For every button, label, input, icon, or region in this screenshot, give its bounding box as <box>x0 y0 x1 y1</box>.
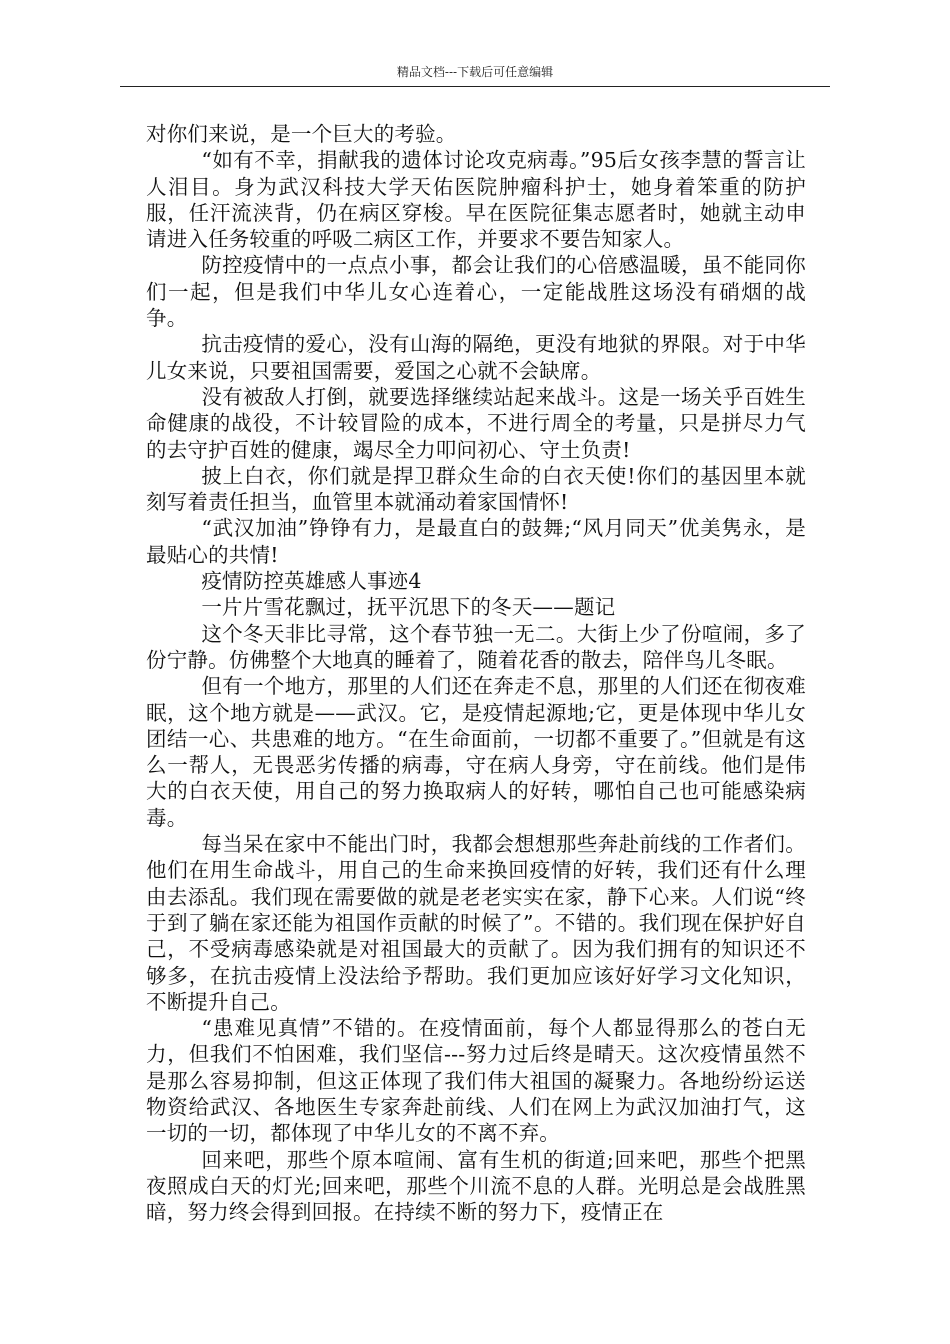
paragraph: 这个冬天非比寻常，这个春节独一无二。大街上少了份喧闹，多了份宁静。仿佛整个大地真的睡着了，随着花香的散去，陪伴鸟儿冬眠。 <box>146 621 806 672</box>
paragraph: 但有一个地方，那里的人们还在奔走不息，那里的人们还在彻夜难眠，这个地方就是——武汉。它，是疫情起源地;它，更是体现中华儿女团结一心、共患难的地方。“在生命面前，一切都不重要了。”但就是有这么一帮人，无畏恶劣传播的病毒，守在病人身旁，守在前线。他们是伟大的白衣天使，用自己的努力换取病人的好转，哪怕自己也可能感染病毒。 <box>146 674 806 830</box>
paragraph: 对你们来说，是一个巨大的考验。 <box>146 122 457 146</box>
paragraph: 每当呆在家中不能出门时，我都会想想那些奔赴前线的工作者们。他们在用生命战斗，用自己的生命来换回疫情的好转，我们还有什么理由去添乱。我们现在需要做的就是老老实实在家，静下心来。人们说“终于到了躺在家还能为祖国作贡献的时候了”。不错的。我们现在保护好自己，不受病毒感染就是对祖国最大的贡献了。因为我们拥有的知识还不够多，在抗击疫情上没法给予帮助。我们更加应该好好学习文化知识，不断提升自己。 <box>146 832 806 1014</box>
header-divider <box>120 86 830 87</box>
page-header: 精品文档---下载后可任意编辑 <box>396 65 554 79</box>
paragraph: 防控疫情中的一点点小事，都会让我们的心倍感温暖，虽不能同你们一起，但是我们中华儿女心连着心，一定能战胜这场没有硝烟的战争。 <box>146 253 806 331</box>
paragraph: 没有被敌人打倒，就要选择继续站起来战斗。这是一场关乎百姓生命健康的战役，不计较冒险的成本，不进行周全的考量，只是拼尽力气的去守护百姓的健康，竭尽全力叩问初心、守土负责! <box>146 384 806 462</box>
paragraph: 回来吧，那些个原本喧闹、富有生机的街道;回来吧，那些个把黑夜照成白天的灯光;回来吧，那些个川流不息的人群。光明总是会战胜黑暗，努力终会得到回报。在持续不断的努力下，疫情正在 <box>146 1147 806 1225</box>
epigraph: 一片片雪花飘过，抚平沉思下的冬天——题记 <box>201 595 616 620</box>
paragraph: 披上白衣，你们就是捍卫群众生命的白衣天使!你们的基因里本就刻写着责任担当，血管里本就涌动着家国情怀! <box>146 463 806 515</box>
document-body <box>146 121 806 1225</box>
paragraph: “患难见真情”不错的。在疫情面前，每个人都显得那么的苍白无力，但我们不怕困难，我们坚信---努力过后终是晴天。这次疫情虽然不是那么容易抑制，但这正体现了我们伟大祖国的凝聚力。各地纷纷运送物资给武汉、各地医生专家奔赴前线、人们在网上为武汉加油打气，这一切的一切，都体现了中华儿女的不离不弃。 <box>146 1016 806 1146</box>
paragraph: “如有不幸，捐献我的遗体讨论攻克病毒。”95后女孩李慧的誓言让人泪目。身为武汉科技大学天佑医院肿瘤科护士，她身着笨重的防护服，任汗流浃背，仍在病区穿梭。早在医院征集志愿者时，她就主动申请进入任务较重的呼吸二病区工作，并要求不要告知家人。 <box>146 148 806 252</box>
paragraph: “武汉加油”铮铮有力，是最直白的鼓舞;“风月同天”优美隽永，是最贴心的共情! <box>146 516 806 567</box>
section-heading: 疫情防控英雄感人事迹4 <box>201 569 422 594</box>
paragraph: 抗击疫情的爱心，没有山海的隔绝，更没有地狱的界限。对于中华儿女来说，只要祖国需要，爱国之心就不会缺席。 <box>146 332 806 383</box>
